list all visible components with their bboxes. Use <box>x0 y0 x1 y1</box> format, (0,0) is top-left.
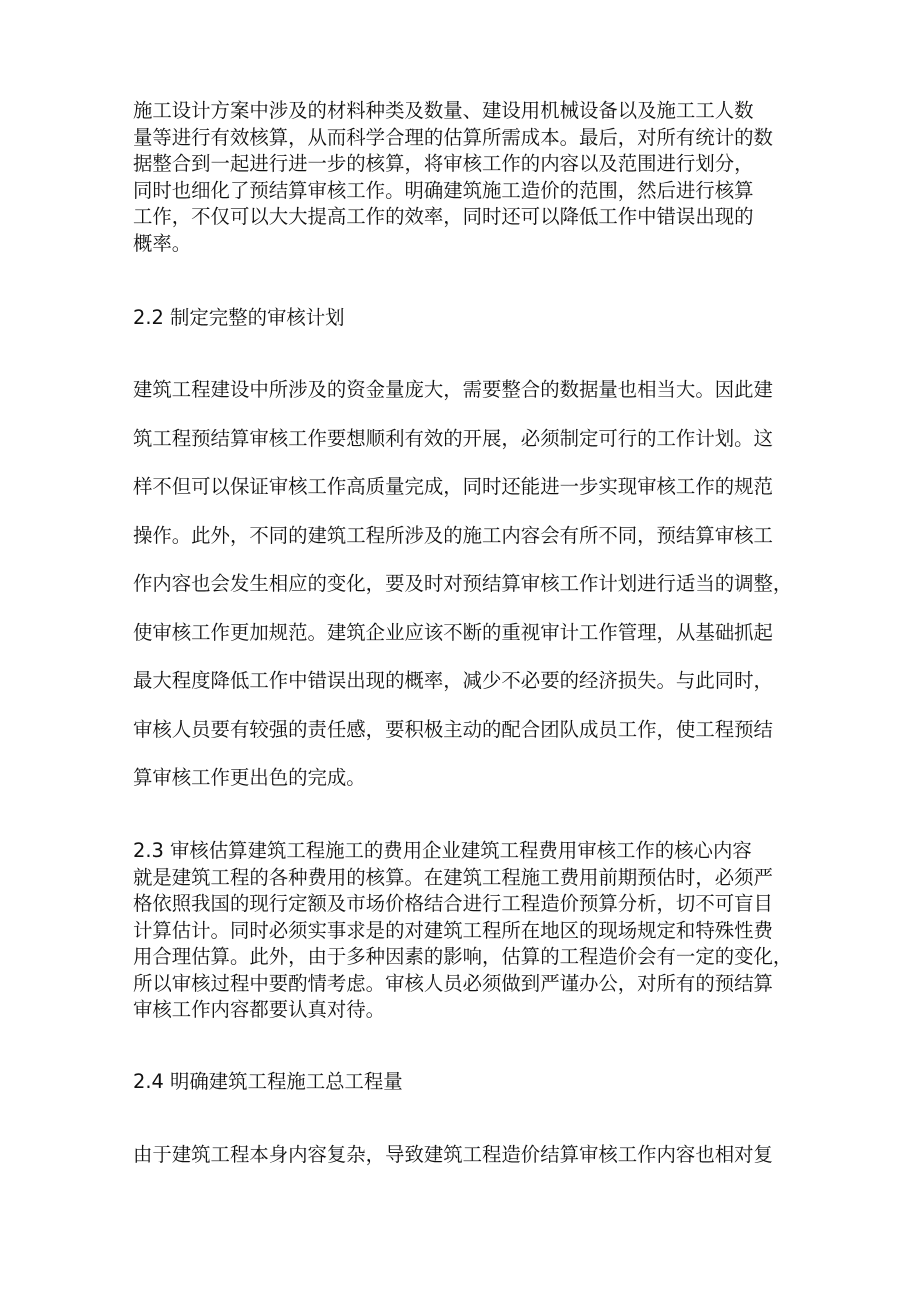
paragraph-line: 用合理估算。此外，由于多种因素的影响，估算的工程造价会有一定的变化， <box>133 945 793 968</box>
paragraph-line: 所以审核过程中要酌情考虑。审核人员必须做到严谨办公，对所有的预结算 <box>133 971 773 995</box>
paragraph-cost-estimation <box>133 98 803 257</box>
paragraph-line: 操作。此外，不同的建筑工程所涉及的施工内容会有所不同，预结算审核工 <box>133 523 773 547</box>
section-heading-2-2 <box>133 303 803 333</box>
paragraph-line: 审核工作内容都要认真对待。 <box>133 998 386 1021</box>
paragraph-line: 算审核工作更出色的完成。 <box>133 766 366 789</box>
paragraph-line: 建筑工程建设中所涉及的资金量庞大，需要整合的数据量也相当大。因此建 <box>133 378 773 401</box>
paragraph-line: 施工设计方案中涉及的材料种类及数量、建设用机械设备以及施工工人数 <box>133 99 754 122</box>
paragraph-line: 由于建筑工程本身内容复杂，导致建筑工程造价结算审核工作内容也相对复 <box>133 1143 773 1166</box>
paragraph-line: 筑工程预结算审核工作要想顺利有效的开展，必须制定可行的工作计划。这 <box>133 426 773 450</box>
paragraph-line: 就是建筑工程的各种费用的核算。在建筑工程施工费用前期预估时，必须严 <box>133 865 773 889</box>
paragraph-line: 2.3 审核估算建筑工程施工的费用企业建筑工程费用审核工作的核心内容 <box>133 839 752 862</box>
paragraph-audit-plan <box>133 366 803 803</box>
paragraph-line: 最大程度降低工作中错误出现的概率，减少不必要的经济损失。与此同时， <box>133 669 773 692</box>
paragraph-total-quantity <box>133 1131 803 1180</box>
paragraph-line: 计算估计。同时必须实事求是的对建筑工程所在地区的现场规定和特殊性费 <box>133 918 773 942</box>
paragraph-line: 量等进行有效核算，从而科学合理的估算所需成本。最后，对所有统计的数 <box>133 125 773 149</box>
paragraph-cost-audit <box>133 838 803 1024</box>
paragraph-line: 样不但可以保证审核工作高质量完成，同时还能进一步实现审核工作的规范 <box>133 475 773 498</box>
section-heading-2-4 <box>133 1067 803 1097</box>
paragraph-line: 据整合到一起进行进一步的核算，将审核工作的内容以及范围进行划分， <box>133 152 754 175</box>
paragraph-line: 格依照我国的现行定额及市场价格结合进行工程造价预算分析，切不可盲目 <box>133 892 773 915</box>
paragraph-line: 同时也细化了预结算审核工作。明确建筑施工造价的范围，然后进行核算 <box>133 178 754 202</box>
paragraph-line: 概率。 <box>133 231 192 255</box>
paragraph-line: 工作，不仅可以大大提高工作的效率，同时还可以降低工作中错误出现的 <box>133 205 754 228</box>
paragraph-line: 审核人员要有较强的责任感，要积极主动的配合团队成员工作，使工程预结 <box>133 717 773 741</box>
paragraph-line: 使审核工作更加规范。建筑企业应该不断的重视审计工作管理，从基础抓起 <box>133 620 773 644</box>
heading-text: 2.4 明确建筑工程施工总工程量 <box>133 1070 403 1093</box>
heading-text: 2.2 制定完整的审核计划 <box>133 306 345 329</box>
paragraph-line: 作内容也会发生相应的变化，要及时对预结算审核工作计划进行适当的调整， <box>133 572 793 595</box>
